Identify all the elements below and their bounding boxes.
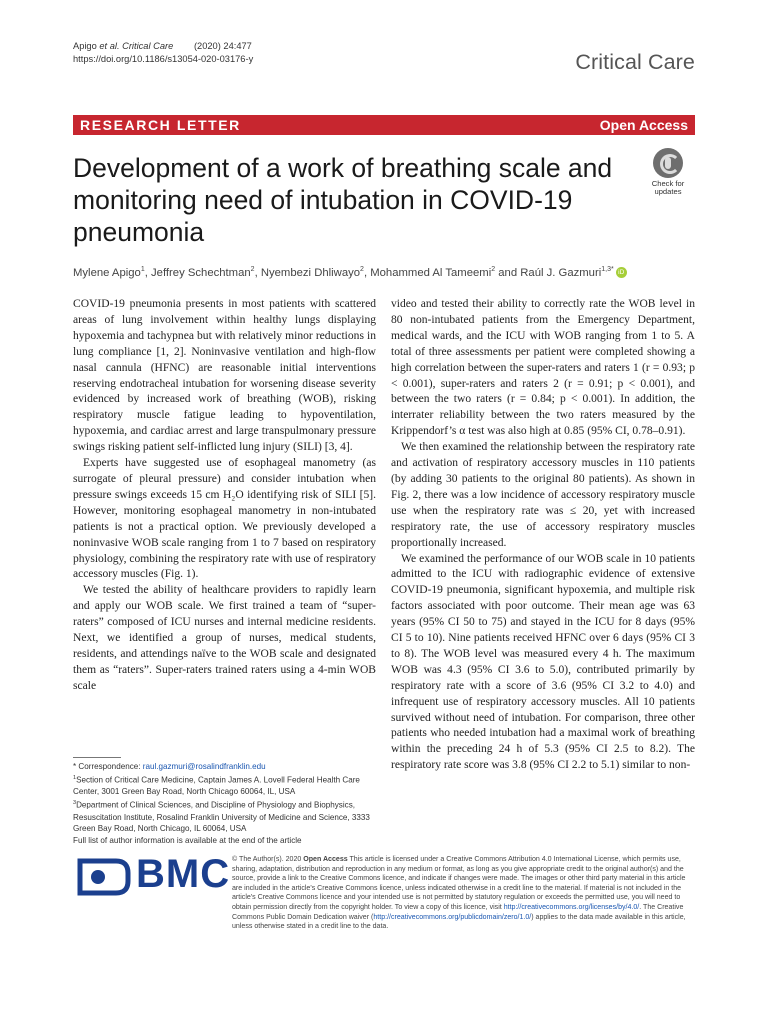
author-name[interactable]: Mohammed Al Tameemi	[370, 266, 492, 279]
author-name[interactable]: Nyembezi Dhliwayo	[260, 266, 361, 279]
article-title: Development of a work of breathing scale and monitoring need of intubation in COVID-19 pneumonia	[73, 153, 613, 247]
footnote-divider	[73, 757, 121, 758]
doi-link[interactable]: https://doi.org/10.1186/s13054-020-03176-y	[73, 54, 254, 64]
license-link-cc0[interactable]: http://creativecommons.org/publicdomain/zero/1.0/	[373, 913, 532, 921]
cite-author: Apigo	[73, 41, 100, 51]
check-for-updates-badge[interactable]	[642, 148, 694, 200]
article-type: RESEARCH LETTER	[80, 117, 241, 133]
check-for-updates-icon	[653, 148, 683, 178]
license-link-cc-by[interactable]: http://creativecommons.org/licenses/by/4.0/	[503, 903, 640, 911]
cfu-line2: updates	[654, 187, 682, 196]
footnotes	[73, 761, 376, 847]
author-list: Mylene Apigo$^1$, Jeffrey Schechtman$^2$, Nyembezi Dhliwayo$^2$, Mohammed Al Tameemi$^2$ and Raúl J. Gazmuri$^{1,3*}$ iD	[73, 266, 627, 279]
full-author-info-note: Full list of author information is available at the end of the article	[73, 836, 302, 846]
cite-journal: Critical Care	[122, 41, 174, 51]
cite-volume: (2020) 24:477	[193, 41, 252, 51]
correspondence	[73, 761, 376, 773]
author-affiliation: 2	[360, 266, 364, 273]
correspondence-label: * Correspondence:	[73, 762, 143, 771]
cite-etal: et al.	[99, 41, 120, 51]
author-affiliation: 2	[250, 266, 255, 273]
right-column	[391, 297, 695, 774]
article-type-banner	[73, 115, 695, 135]
body-paragraph: COVID-19 pneumonia presents in most patients with scattered areas of lung involvement within healthy lungs displaying hypoxemia and tachypnea but with relatively minor reductions in lung compliance [1, 2]. Noninvasive ventilation and high-flow nasal cannula (HFNC) are reasonable initial interventions reserving endotracheal intubation for worsening disease severity evidenced by increased work of breathing (WOB), risking respiratory muscle fatigue leading to hypoventilation, hypoxemia, and cardiac arrest and large transpulmonary pressure swings risking patient self-inflicted lung injury (SILI) [3, 4].	[73, 298, 376, 454]
license-open-access: Open Access	[303, 856, 348, 863]
author-affiliation: 1,3*	[601, 266, 614, 273]
body-paragraph: video and tested their ability to correctly rate the WOB level in 80 non-intubated patients from the Emergency Department, medical wards, and the ICU with WOB ranging from 1 to 5. A total of three assessments per patient were completed showing a high correlation between the super-raters and raters 1 (r = 0.93; p < 0.001), super-raters and raters 2 (r = 0.91; p < 0.001), and between the two raters (r = 0.84; p < 0.001). In addition, the interrater reliability between the two raters measured by the Krippendorf’s α test was also high at 0.85 (95% CI, 0.78–0.91).	[391, 298, 695, 438]
aff-marker: 1	[73, 774, 77, 781]
correspondence-email[interactable]: raul.gazmuri@rosalindfranklin.edu	[142, 762, 266, 771]
author-name[interactable]: Jeffrey Schechtman	[151, 266, 251, 279]
left-column	[73, 297, 376, 695]
license-statement	[232, 855, 695, 932]
author-name[interactable]: Raúl J. Gazmuri	[520, 266, 602, 279]
affiliation-3-text: Department of Clinical Sciences, and Discipline of Physiology and Biophysics, Resuscitation Institute, Rosalind Franklin University of Medicine and Science, 3333 Green Bay Road, North Chicago, IL 60064, USA	[73, 800, 370, 834]
license-text-3: ) applies to the data made available in this article, unless otherwise stated in a credit line to the data.	[232, 913, 686, 931]
check-for-updates-label	[642, 180, 694, 196]
license-text-2: . The Creative Commons Public Domain Dedication waiver (	[232, 903, 684, 921]
orcid-icon[interactable]: iD	[616, 267, 627, 278]
author-affiliation: 2	[491, 266, 496, 273]
license-copyright: © The Author(s). 2020	[232, 856, 304, 863]
cfu-line1: Check for	[651, 179, 685, 188]
body-paragraph: Experts have suggested use of esophageal manometry (as surrogate of pleural pressure) and consider intubation when pressure swings exceeds 15 cm H₂O identifying risk of SILI [5]. However, monitoring esophageal manometry in non-intubated patients is not a practical option. We previously developed a noninvasive WOB scale ranging from 1 to 7 based on respiratory physiology, combining the respiratory rate with use of respiratory accessory muscles (Fig. 1).	[73, 457, 376, 581]
body-paragraph: We examined the performance of our WOB scale in 10 patients admitted to the ICU with radiographic evidence of extensive COVID-19 pneumonia, significant hypoxemia, and multiple risk factors associated with poor outcome. Their mean age was 63 years (95% CI 50 to 75) and stayed in the ICU for 8 days (95% CI 5 to 10). Nine patients received HFNC over 6 days (95% CI 3 to 8). The WOB level was measured every 4 h. The maximum WOB was 4.3 (95% CI 3.6 to 5.0), contributed primarily by respiratory rate with a score of 3.6 (95% CI 3.2 to 4.0) and infrequent use of respiratory accessory muscles. All 10 patients survived without need of intubation. For comparison, three other patients who needed intubation had a maximal work of breathing within the preceding 24 h of 5.3 (95% CI 2.5 to 8.2). The respiratory rate score was 3.8 (95% CI 2.2 to 5.1) similar to non-	[391, 552, 695, 772]
citation-header	[73, 40, 253, 66]
citation-line	[73, 40, 253, 53]
open-access-label: Open Access	[599, 117, 688, 133]
author-name[interactable]: Mylene Apigo	[73, 266, 141, 279]
affiliation-1-text: Section of Critical Care Medicine, Captain James A. Lovell Federal Health Care Center, 3001 Green Bay Road, North Chicago 60064, IL, USA	[73, 775, 360, 797]
body-paragraph: We tested the ability of healthcare providers to rapidly learn and apply our WOB scale. We first trained a team of “super-raters” composed of ICU nurses and internal medicine residents. Next, we identified a group of nurses, medical students, residents, and attendings naïve to the WOB scale and designated them as “raters”. Super-raters trained raters using a 4-min WOB scale	[73, 584, 376, 692]
body-paragraph: We then examined the relationship between the respiratory rate and activation of respiratory accessory muscles in 110 patients (by adding 30 patients to the original 80 patients). As shown in Fig. 2, there was a low incidence of accessory respiratory muscle use when the respiratory rate was ≤ 20, yet with increased respiratory rate, the use of accessory respiratory muscles proportionally increased.	[391, 441, 695, 549]
journal-name: Critical Care	[575, 50, 695, 74]
affiliation-3	[73, 798, 376, 835]
aff-marker: 3	[73, 800, 77, 807]
author-affiliation: 1	[140, 266, 145, 273]
bmc-logo-text: BMC	[136, 852, 231, 896]
affiliation-1	[73, 773, 376, 798]
license-text-1: This article is licensed under a Creative Commons Attribution 4.0 International License, which permits use, sharing, adaptation, distribution and reproduction in any medium or format, as long as you give appropriate credit to the original author(s) and the source, provide a link to the Creative Commons licence, and indicate if changes were made. The images or other third party material in this article are included in the article's Creative Commons licence, unless indicated otherwise in a credit line to the material. If material is not included in the article's Creative Commons licence and your intended use is not permitted by statutory regulation or exceeds the permitted use, you will need to obtain permission directly from the copyright holder. To view a copy of this licence, visit	[232, 856, 686, 911]
